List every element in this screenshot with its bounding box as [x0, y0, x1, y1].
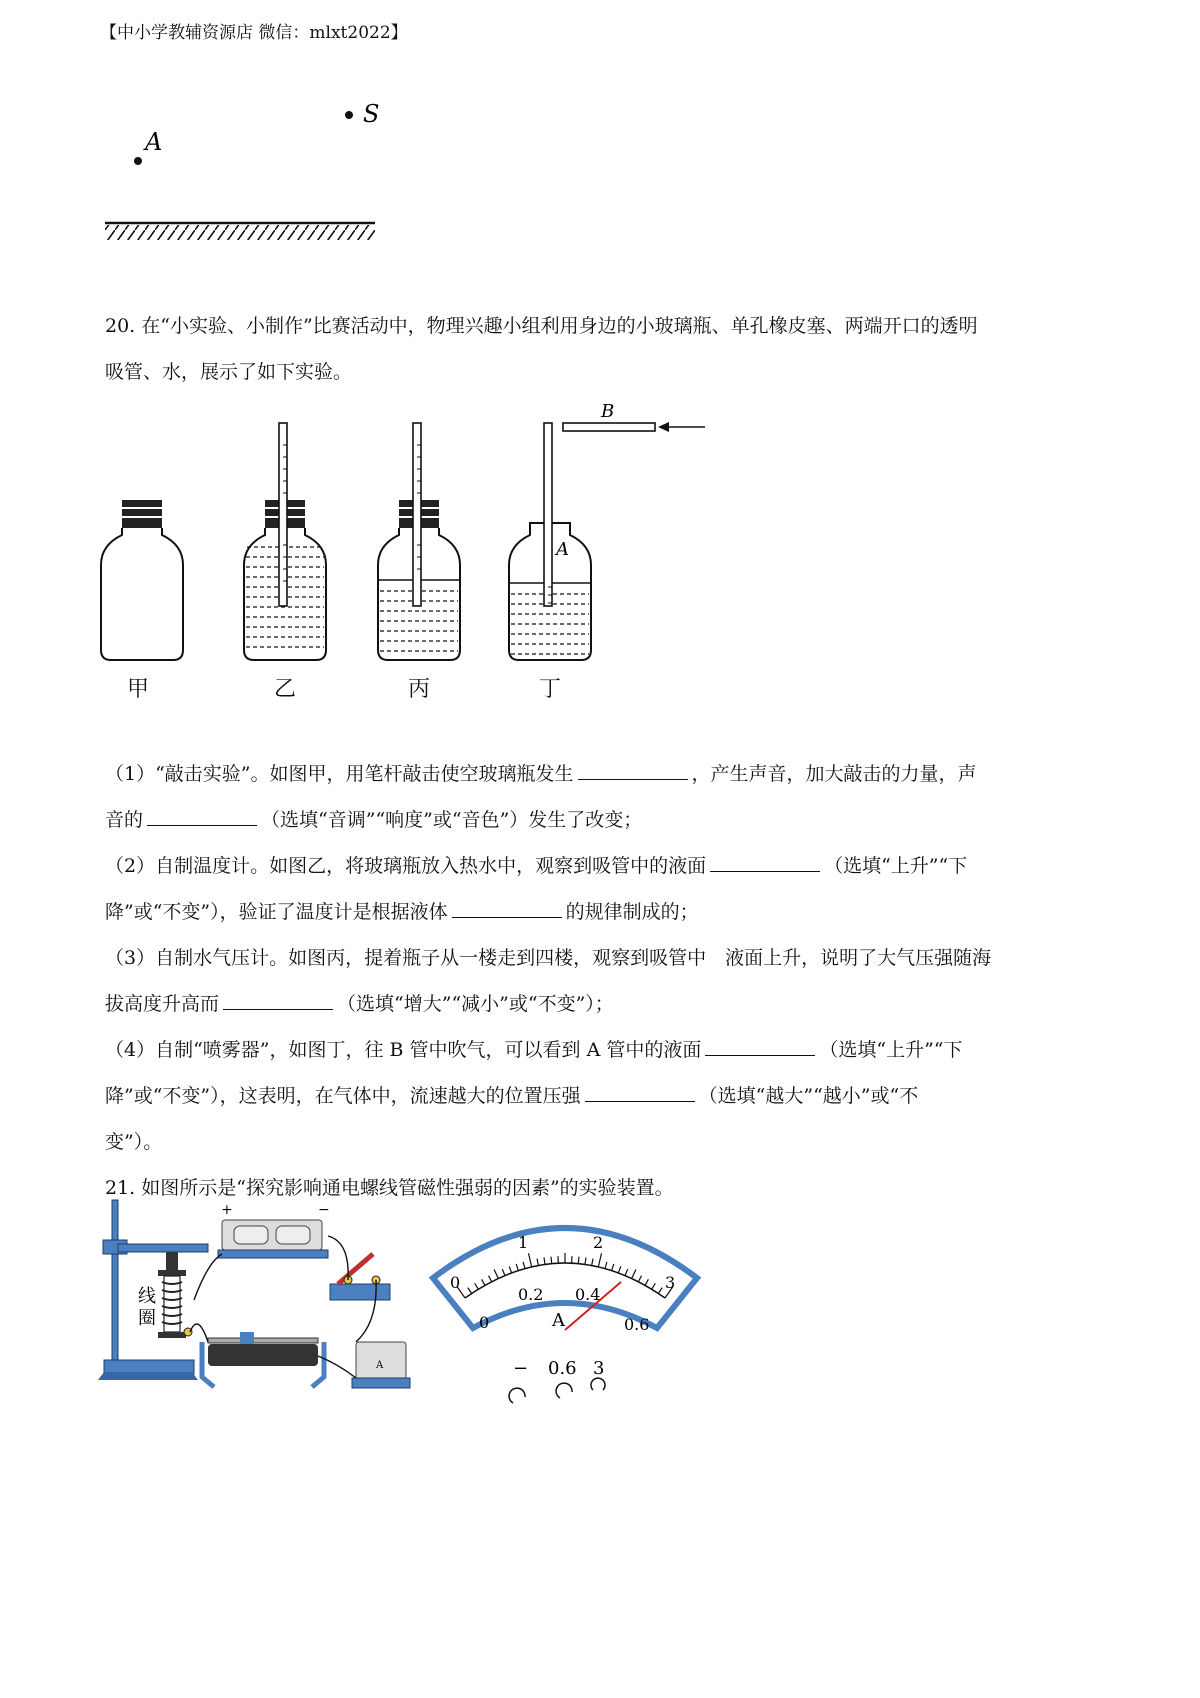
meter-unit: A — [552, 1310, 565, 1331]
tube-b-label: B — [601, 401, 615, 422]
q20-intro-line1: 20. 在“小实验、小制作”比赛活动中，物理兴趣小组利用身边的小玻璃瓶、单孔橡皮塞、两端开口的透明 — [105, 315, 978, 337]
coil-label-2: 圈 — [138, 1308, 156, 1329]
q20-p4-line3: 变”）。 — [105, 1131, 163, 1153]
answer-blank[interactable] — [223, 991, 333, 1010]
answer-blank[interactable] — [705, 1037, 815, 1056]
q20-p2-line1: （2）自制温度计。如图乙，将玻璃瓶放入热水中，观察到吸管中的液面 （选填“上升”“下 — [105, 855, 968, 877]
jar-label-yi: 乙 — [273, 677, 296, 702]
q20-p3-line2: 拔高度升高而 （选填“增大”“减小”或“不变”）； — [105, 993, 614, 1015]
coil-label-1: 线 — [138, 1286, 156, 1307]
tube-a-label: A — [556, 539, 569, 560]
jar-yi — [244, 423, 326, 660]
tube-b — [563, 423, 655, 431]
terminal-3: 3 — [593, 1358, 605, 1379]
jars-figure — [95, 395, 735, 700]
meter-icon-letter: A — [376, 1360, 384, 1371]
battery-plus-label: + — [221, 1202, 233, 1218]
inner-scale-0: 0 — [479, 1313, 490, 1332]
q20-p2-line2: 降”或“不变”），验证了温度计是根据液体 的规律制成的； — [105, 901, 699, 923]
outer-scale-1: 1 — [518, 1233, 529, 1252]
inner-scale-2: 0.4 — [575, 1285, 601, 1304]
answer-blank[interactable] — [585, 1083, 695, 1102]
solenoid-apparatus — [98, 1192, 428, 1417]
terminal-minus: − — [513, 1358, 529, 1379]
arrow-icon — [658, 422, 669, 432]
terminal-knobs — [509, 1378, 605, 1403]
q20-subquestions — [105, 751, 1105, 1211]
mirror-figure — [95, 90, 395, 265]
outer-scale-3: 3 — [665, 1273, 676, 1292]
point-a-label: A — [145, 128, 163, 156]
q20-p4-line2: 降”或“不变”），这表明，在气体中，流速越大的位置压强 （选填“越大”“越小”或“不 — [105, 1085, 919, 1107]
q20-p1-line1: （1）“敲击实验”。如图甲，用笔杆敲击使空玻璃瓶发生 ，产生声音，加大敲击的力量，声 — [105, 763, 977, 785]
point-s-dot — [345, 111, 353, 119]
jar-label-bing: 丙 — [407, 677, 430, 702]
ammeter-dial — [425, 1208, 705, 1408]
jar-label-jia: 甲 — [126, 677, 149, 702]
scale-tick — [578, 1257, 579, 1264]
jar-label-ding: 丁 — [538, 677, 561, 702]
answer-blank[interactable] — [147, 807, 257, 826]
q20-intro-line2: 吸管、水，展示了如下实验。 — [105, 361, 353, 383]
jar-bing — [378, 423, 460, 660]
q20-p4-line1: （4）自制“喷雾器”，如图丁，往 B 管中吹气，可以看到 A 管中的液面 （选填“上升”“下 — [105, 1039, 963, 1061]
q20-p1-line2: 音的 （选填“音调”“响度”或“音色”）发生了改变； — [105, 809, 643, 831]
answer-blank[interactable] — [578, 761, 688, 780]
meter-face — [433, 1228, 697, 1328]
q20-intro — [105, 303, 1105, 395]
jar-ding — [509, 401, 705, 660]
mirror-hatching — [105, 225, 375, 240]
inner-scale-3: 0.6 — [624, 1315, 650, 1334]
outer-scale-0: 0 — [450, 1273, 461, 1292]
outer-scale-2: 2 — [593, 1233, 604, 1252]
point-s-label: S — [363, 100, 380, 128]
inner-scale-1: 0.2 — [518, 1285, 544, 1304]
scale-tick — [551, 1257, 552, 1264]
q21-intro: 21. 如图所示是“探究影响通电螺线管磁性强弱的因素”的实验装置。 — [105, 1177, 674, 1199]
q20-p3-line1: （3）自制水气压计。如图丙，提着瓶子从一楼走到四楼，观察到吸管中 液面上升，说明了大气压强随海 — [105, 947, 992, 969]
battery-minus-label: − — [318, 1202, 330, 1218]
answer-blank[interactable] — [710, 853, 820, 872]
page-header: 【中小学教辅资源店 微信：mlxt2022】 — [100, 23, 408, 43]
point-a-dot — [134, 157, 142, 165]
answer-blank[interactable] — [452, 899, 562, 918]
jar-jia — [101, 500, 183, 660]
terminal-0.6: 0.6 — [548, 1358, 577, 1379]
